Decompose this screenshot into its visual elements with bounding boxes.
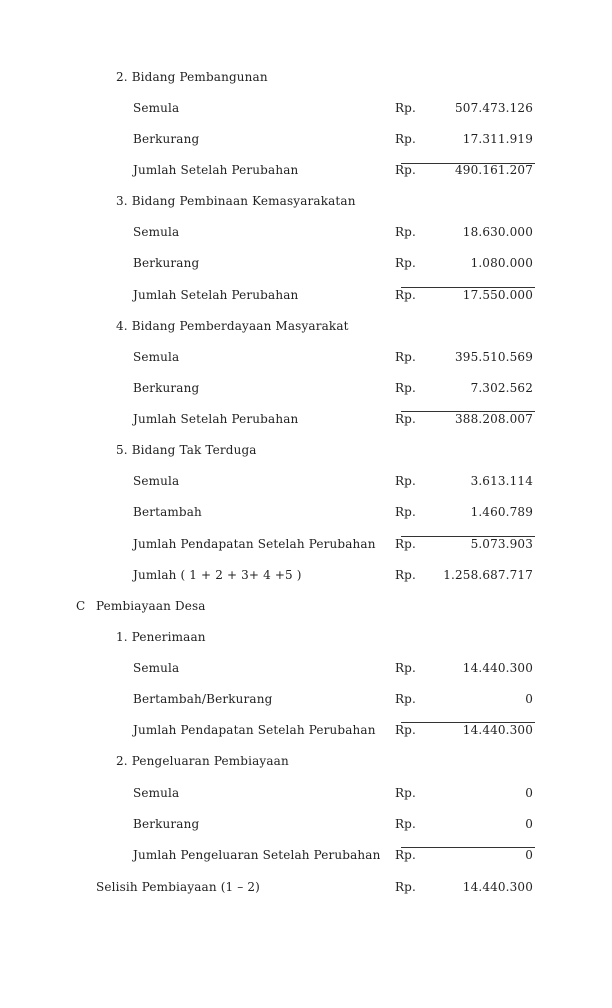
section-title: Pembiayaan Desa (96, 599, 206, 613)
item-heading: 2. Pengeluaran Pembiayaan (116, 754, 289, 768)
currency-label: Rp. (395, 661, 416, 675)
item-heading: 4. Bidang Pemberdayaan Masyarakat (116, 319, 349, 333)
currency-label: Rp. (395, 163, 416, 177)
total-value: 490.161.207 (455, 163, 533, 177)
currency-label: Rp. (395, 101, 416, 115)
selisih-value: 14.440.300 (462, 880, 533, 894)
change-label: Berkurang (133, 256, 200, 270)
currency-label: Rp. (395, 880, 416, 894)
currency-label: Rp. (395, 848, 416, 862)
total-label: Jumlah Pengeluaran Setelah Perubahan (133, 848, 381, 862)
semula-value: 18.630.000 (462, 225, 533, 239)
semula-label: Semula (133, 225, 180, 239)
change-value: 1.080.000 (470, 256, 533, 270)
semula-value: 0 (525, 786, 533, 800)
change-value: 0 (525, 692, 533, 706)
semula-value: 14.440.300 (462, 661, 533, 675)
semula-label: Semula (133, 350, 180, 364)
currency-label: Rp. (395, 568, 416, 582)
semula-label: Semula (133, 661, 180, 675)
currency-label: Rp. (395, 350, 416, 364)
currency-label: Rp. (395, 225, 416, 239)
currency-label: Rp. (395, 692, 416, 706)
total-value: 14.440.300 (462, 723, 533, 737)
section-letter: C (76, 599, 86, 613)
item-heading: 1. Penerimaan (116, 630, 206, 644)
currency-label: Rp. (395, 132, 416, 146)
semula-value: 3.613.114 (470, 474, 533, 488)
semula-label: Semula (133, 786, 180, 800)
total-label: Jumlah Pendapatan Setelah Perubahan (133, 537, 376, 551)
currency-label: Rp. (395, 817, 416, 831)
grand-total-label: Jumlah ( 1 + 2 + 3+ 4 +5 ) (133, 568, 302, 582)
currency-label: Rp. (395, 412, 416, 426)
currency-label: Rp. (395, 505, 416, 519)
change-value: 17.311.919 (462, 132, 533, 146)
change-label: Bertambah (133, 505, 202, 519)
change-label: Bertambah/Berkurang (133, 692, 273, 706)
change-label: Berkurang (133, 132, 200, 146)
semula-label: Semula (133, 101, 180, 115)
currency-label: Rp. (395, 786, 416, 800)
currency-label: Rp. (395, 288, 416, 302)
change-value: 1.460.789 (470, 505, 533, 519)
semula-label: Semula (133, 474, 180, 488)
item-heading: 3. Bidang Pembinaan Kemasyarakatan (116, 194, 356, 208)
item-heading: 5. Bidang Tak Terduga (116, 443, 257, 457)
currency-label: Rp. (395, 723, 416, 737)
total-label: Jumlah Setelah Perubahan (133, 412, 299, 426)
total-label: Jumlah Setelah Perubahan (133, 163, 299, 177)
currency-label: Rp. (395, 474, 416, 488)
item-heading: 2. Bidang Pembangunan (116, 70, 268, 84)
change-value: 0 (525, 817, 533, 831)
total-label: Jumlah Pendapatan Setelah Perubahan (133, 723, 376, 737)
total-label: Jumlah Setelah Perubahan (133, 288, 299, 302)
subtotal-rule (401, 847, 535, 848)
change-value: 7.302.562 (470, 381, 533, 395)
currency-label: Rp. (395, 537, 416, 551)
semula-value: 395.510.569 (455, 350, 533, 364)
currency-label: Rp. (395, 381, 416, 395)
total-value: 0 (525, 848, 533, 862)
total-value: 5.073.903 (470, 537, 533, 551)
semula-value: 507.473.126 (455, 101, 533, 115)
grand-total-value: 1.258.687.717 (443, 568, 533, 582)
change-label: Berkurang (133, 817, 200, 831)
change-label: Berkurang (133, 381, 200, 395)
total-value: 17.550.000 (462, 288, 533, 302)
selisih-label: Selisih Pembiayaan (1 – 2) (96, 880, 261, 894)
total-value: 388.208.007 (455, 412, 533, 426)
currency-label: Rp. (395, 256, 416, 270)
